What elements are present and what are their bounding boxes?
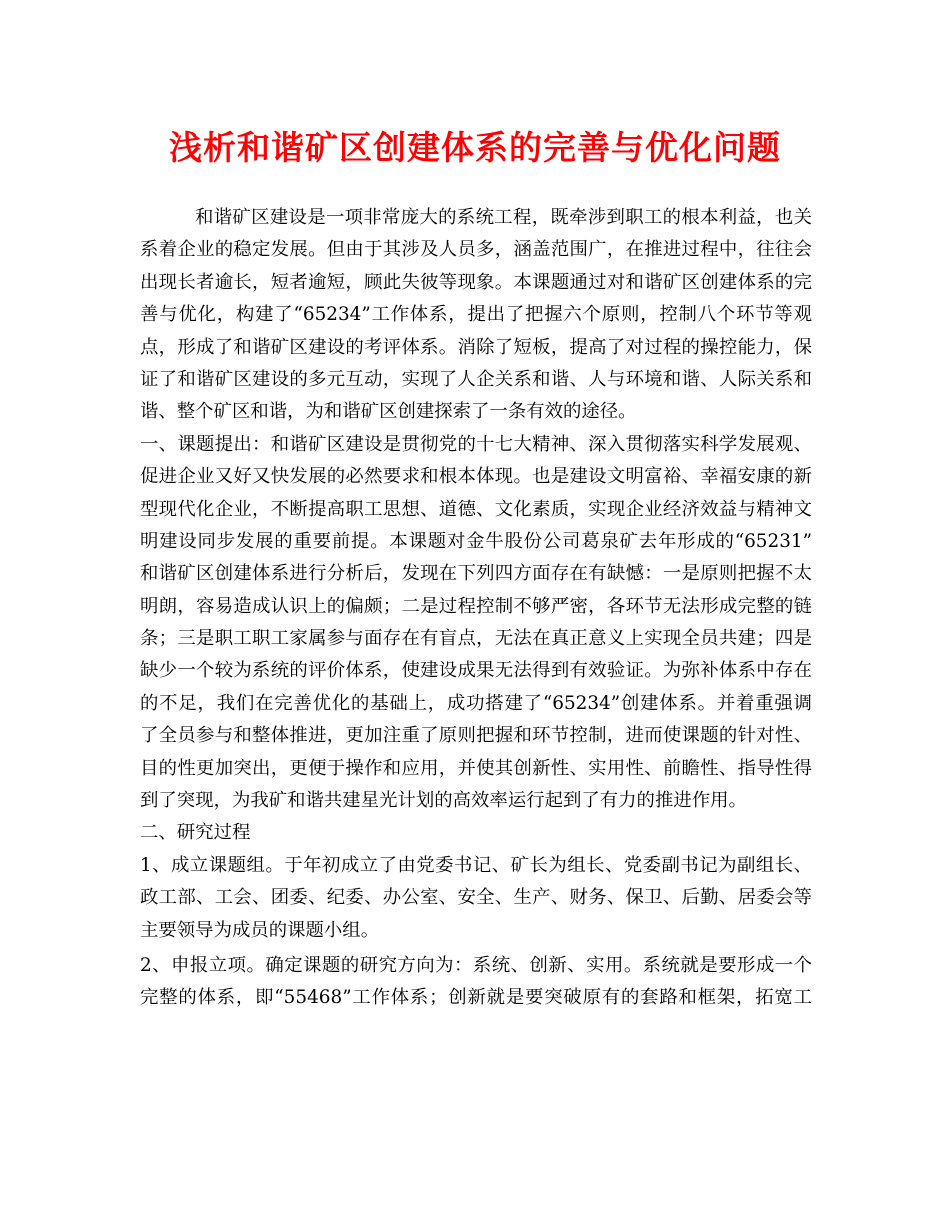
section-1-line: 缺少一个较为系统的评价体系，使建设成果无法得到有效验证。为弥补体系中存在 xyxy=(140,660,812,682)
abstract-line: 出现长者逾长，短者逾短，顾此失彼等现象。本课题通过对和谐矿区创建体系的完 xyxy=(140,271,812,293)
section-1-line: 的不足，我们在完善优化的基础上，成功搭建了“65234”创建体系。并着重强调 xyxy=(140,692,812,714)
item-1-line: 政工部、工会、团委、纪委、办公室、安全、生产、财务、保卫、后勤、居委会等 xyxy=(140,887,812,909)
section-1-line: 到了突现，为我矿和谐共建星光计划的高效率运行起到了有力的推进作用。 xyxy=(140,790,747,812)
item-1-paragraph xyxy=(140,850,812,947)
abstract-line: 善与优化，构建了“65234”工作体系，提出了把握六个原则，控制八个环节等观 xyxy=(140,304,812,326)
item-1-line: 1、成立课题组。于年初成立了由党委书记、矿长为组长、党委副书记为副组长、 xyxy=(140,854,812,876)
abstract-line: 系着企业的稳定发展。但由于其涉及人员多，涵盖范围广，在推进过程中，往往会 xyxy=(140,239,812,261)
document-body xyxy=(140,202,812,1015)
abstract-line: 谐、整个矿区和谐，为和谐矿区创建探索了一条有效的途径。 xyxy=(140,401,637,423)
section-1-line: 和谐矿区创建体系进行分析后，发现在下列四方面存在有缺憾：一是原则把握不太 xyxy=(140,563,812,585)
section-1-line: 促进企业又好又快发展的必然要求和根本体现。也是建设文明富裕、幸福安康的新 xyxy=(140,466,812,488)
item-2-line: 完整的体系，即“55468”工作体系；创新就是要突破原有的套路和框架，拓宽工 xyxy=(140,987,812,1009)
section-1-line: 型现代化企业，不断提高职工思想、道德、文化素质，实现企业经济效益与精神文 xyxy=(140,498,812,520)
section-1-line: 了全员参与和整体推进，更加注重了原则把握和环节控制，进而使课题的针对性、 xyxy=(140,725,812,747)
section-1-paragraph xyxy=(140,429,812,818)
section-1-line: 明建设同步发展的重要前提。本课题对金牛股份公司葛泉矿去年形成的“65231” xyxy=(140,530,812,552)
section-2-heading: 二、研究过程 xyxy=(140,822,251,844)
item-2-paragraph xyxy=(140,950,812,1015)
abstract-line: 点，形成了和谐矿区建设的考评体系。消除了短板，提高了对过程的操控能力，保 xyxy=(140,336,812,358)
item-1-line: 主要领导为成员的课题小组。 xyxy=(140,919,380,941)
section-1-line: 一、课题提出：和谐矿区建设是贯彻党的十七大精神、深入贯彻落实科学发展观、 xyxy=(140,433,812,455)
section-1-line: 目的性更加突出，更便于操作和应用，并使其创新性、实用性、前瞻性、指导性得 xyxy=(140,757,812,779)
section-1-line: 条；三是职工职工家属参与面存在有盲点，无法在真正意义上实现全员共建；四是 xyxy=(140,628,812,650)
abstract-paragraph xyxy=(140,202,812,429)
section-1-line: 明朗，容易造成认识上的偏颇；二是过程控制不够严密，各环节无法形成完整的链 xyxy=(140,595,812,617)
item-2-line: 2、申报立项。确定课题的研究方向为：系统、创新、实用。系统就是要形成一个 xyxy=(140,954,812,976)
abstract-line: 和谐矿区建设是一项非常庞大的系统工程，既牵涉到职工的根本利益，也关 xyxy=(195,207,812,228)
abstract-line: 证了和谐矿区建设的多元互动，实现了人企关系和谐、人与环境和谐、人际关系和 xyxy=(140,368,812,390)
document-title: 浅析和谐矿区创建体系的完善与优化问题 xyxy=(169,128,781,167)
